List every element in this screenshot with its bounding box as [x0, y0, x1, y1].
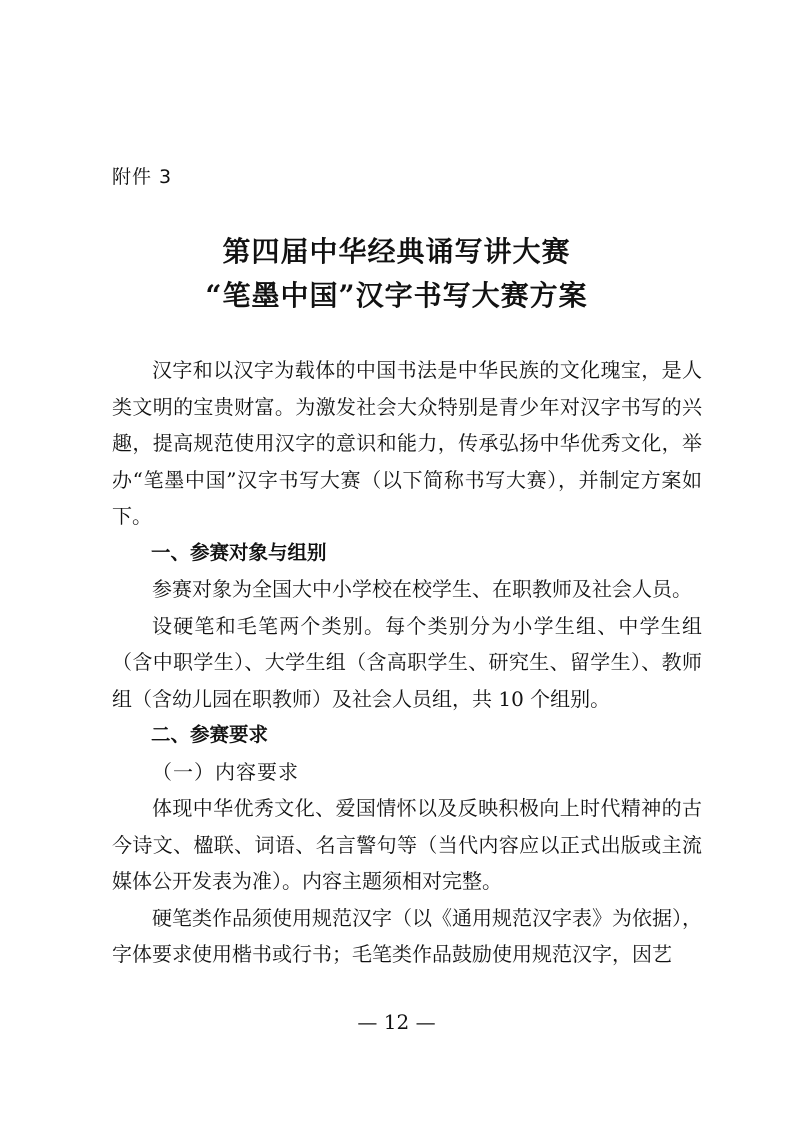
intro-paragraph: 汉字和以汉字为载体的中国书法是中华民族的文化瑰宝，是人类文明的宝贵财富。为激发社会大众特别是青少年对汉字书写的兴趣，提高规范使用汉字的意识和能力，传承弘扬中华优秀文化，举办“笔墨中国”汉字书写大赛（以下简称书写大赛），并制定方案如下。: [112, 358, 702, 528]
section-2-subheading-1: （一）内容要求: [152, 759, 299, 784]
document-title-line-1: 第四届中华经典诵写讲大赛: [222, 235, 571, 268]
section-2-heading: 二、参赛要求: [151, 723, 269, 746]
section-1-paragraph-1: 参赛对象为全国大中小学校在校学生、在职教师及社会人员。: [152, 577, 692, 601]
section-2-paragraph-1: 体现中华优秀文化、爱国情怀以及反映积极向上时代精神的古今诗文、楹联、词语、名言警句等（当代内容应以正式出版或主流媒体公开发表为准）。内容主题须相对完整。: [112, 796, 702, 893]
attachment-label: 附件 3: [112, 166, 173, 188]
section-1-heading: 一、参赛对象与组别: [151, 540, 327, 564]
page-number: — 12 —: [357, 1010, 436, 1034]
section-2-paragraph-2: 硬笔类作品须使用规范汉字（以《通用规范汉字表》为依据），字体要求使用楷书或行书；毛笔类作品鼓励使用规范汉字，因艺: [112, 905, 702, 966]
document-title-line-2: “笔墨中国”汉字书写大赛方案: [205, 279, 588, 312]
section-1-paragraph-2: 设硬笔和毛笔两个类别。每个类别分为小学生组、中学生组（含中职学生）、大学生组（含高职学生、研究生、留学生）、教师组（含幼儿园在职教师）及社会人员组，共 10 个组别。: [112, 613, 702, 711]
document-body: [112, 352, 702, 973]
